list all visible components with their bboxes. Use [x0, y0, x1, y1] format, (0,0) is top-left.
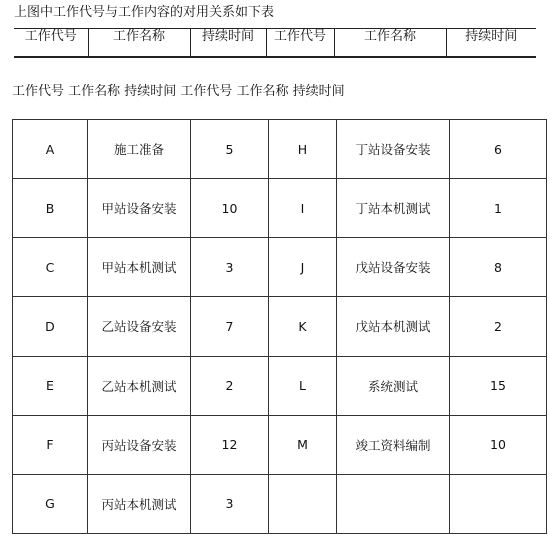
duration-cell: 10: [191, 179, 269, 238]
duration-cell: 3: [191, 238, 269, 297]
work-code-cell: H: [269, 120, 337, 179]
header-cell-name-2: 工作名称: [334, 29, 446, 58]
duration-cell: 2: [191, 356, 269, 415]
header-cell-duration-2: 持续时间: [446, 29, 536, 58]
table-row: [13, 474, 547, 533]
duration-cell: 7: [191, 297, 269, 356]
table-row: [13, 179, 547, 238]
work-code-cell: E: [13, 356, 88, 415]
work-name-cell: [337, 474, 450, 533]
work-code-cell: K: [269, 297, 337, 356]
work-name-cell: 系统测试: [337, 356, 450, 415]
duration-cell: 12: [191, 415, 269, 474]
header-cell-name-1: 工作名称: [88, 29, 190, 58]
work-code-cell: B: [13, 179, 88, 238]
duration-cell: 8: [450, 238, 547, 297]
duration-cell: 5: [191, 120, 269, 179]
work-name-cell: 戊站设备安装: [337, 238, 450, 297]
work-code-cell: G: [13, 474, 88, 533]
duration-cell: 3: [191, 474, 269, 533]
work-name-cell: 甲站设备安装: [88, 179, 191, 238]
work-code-cell: F: [13, 415, 88, 474]
duration-cell: 15: [450, 356, 547, 415]
work-code-cell: [269, 474, 337, 533]
work-code-cell: J: [269, 238, 337, 297]
work-table: [12, 119, 547, 534]
table-row: [13, 238, 547, 297]
header-cell-code-1: 工作代号: [14, 29, 88, 58]
duration-cell: 10: [450, 415, 547, 474]
work-name-cell: 竣工资料编制: [337, 415, 450, 474]
duration-cell: [450, 474, 547, 533]
duration-cell: 1: [450, 179, 547, 238]
work-code-cell: M: [269, 415, 337, 474]
work-name-cell: 甲站本机测试: [88, 238, 191, 297]
plain-header-line: 工作代号 工作名称 持续时间 工作代号 工作名称 持续时间: [12, 84, 345, 99]
table-row: [13, 415, 547, 474]
work-name-cell: 乙站设备安装: [88, 297, 191, 356]
work-name-cell: 戊站本机测试: [337, 297, 450, 356]
header-table: [14, 28, 536, 58]
work-code-cell: D: [13, 297, 88, 356]
work-name-cell: 施工准备: [88, 120, 191, 179]
work-name-cell: 丁站本机测试: [337, 179, 450, 238]
duration-cell: 2: [450, 297, 547, 356]
work-name-cell: 丙站设备安装: [88, 415, 191, 474]
duration-cell: 6: [450, 120, 547, 179]
work-code-cell: C: [13, 238, 88, 297]
table-row: [13, 120, 547, 179]
work-table-body: [13, 120, 547, 534]
header-row: [14, 29, 536, 58]
table-row: [13, 356, 547, 415]
work-code-cell: A: [13, 120, 88, 179]
work-name-cell: 丁站设备安装: [337, 120, 450, 179]
work-code-cell: L: [269, 356, 337, 415]
table-row: [13, 297, 547, 356]
work-code-cell: I: [269, 179, 337, 238]
work-name-cell: 乙站本机测试: [88, 356, 191, 415]
header-cell-code-2: 工作代号: [266, 29, 334, 58]
work-name-cell: 丙站本机测试: [88, 474, 191, 533]
header-cell-duration-1: 持续时间: [190, 29, 266, 58]
intro-text: 上图中工作代号与工作内容的对用关系如下表: [14, 5, 275, 20]
